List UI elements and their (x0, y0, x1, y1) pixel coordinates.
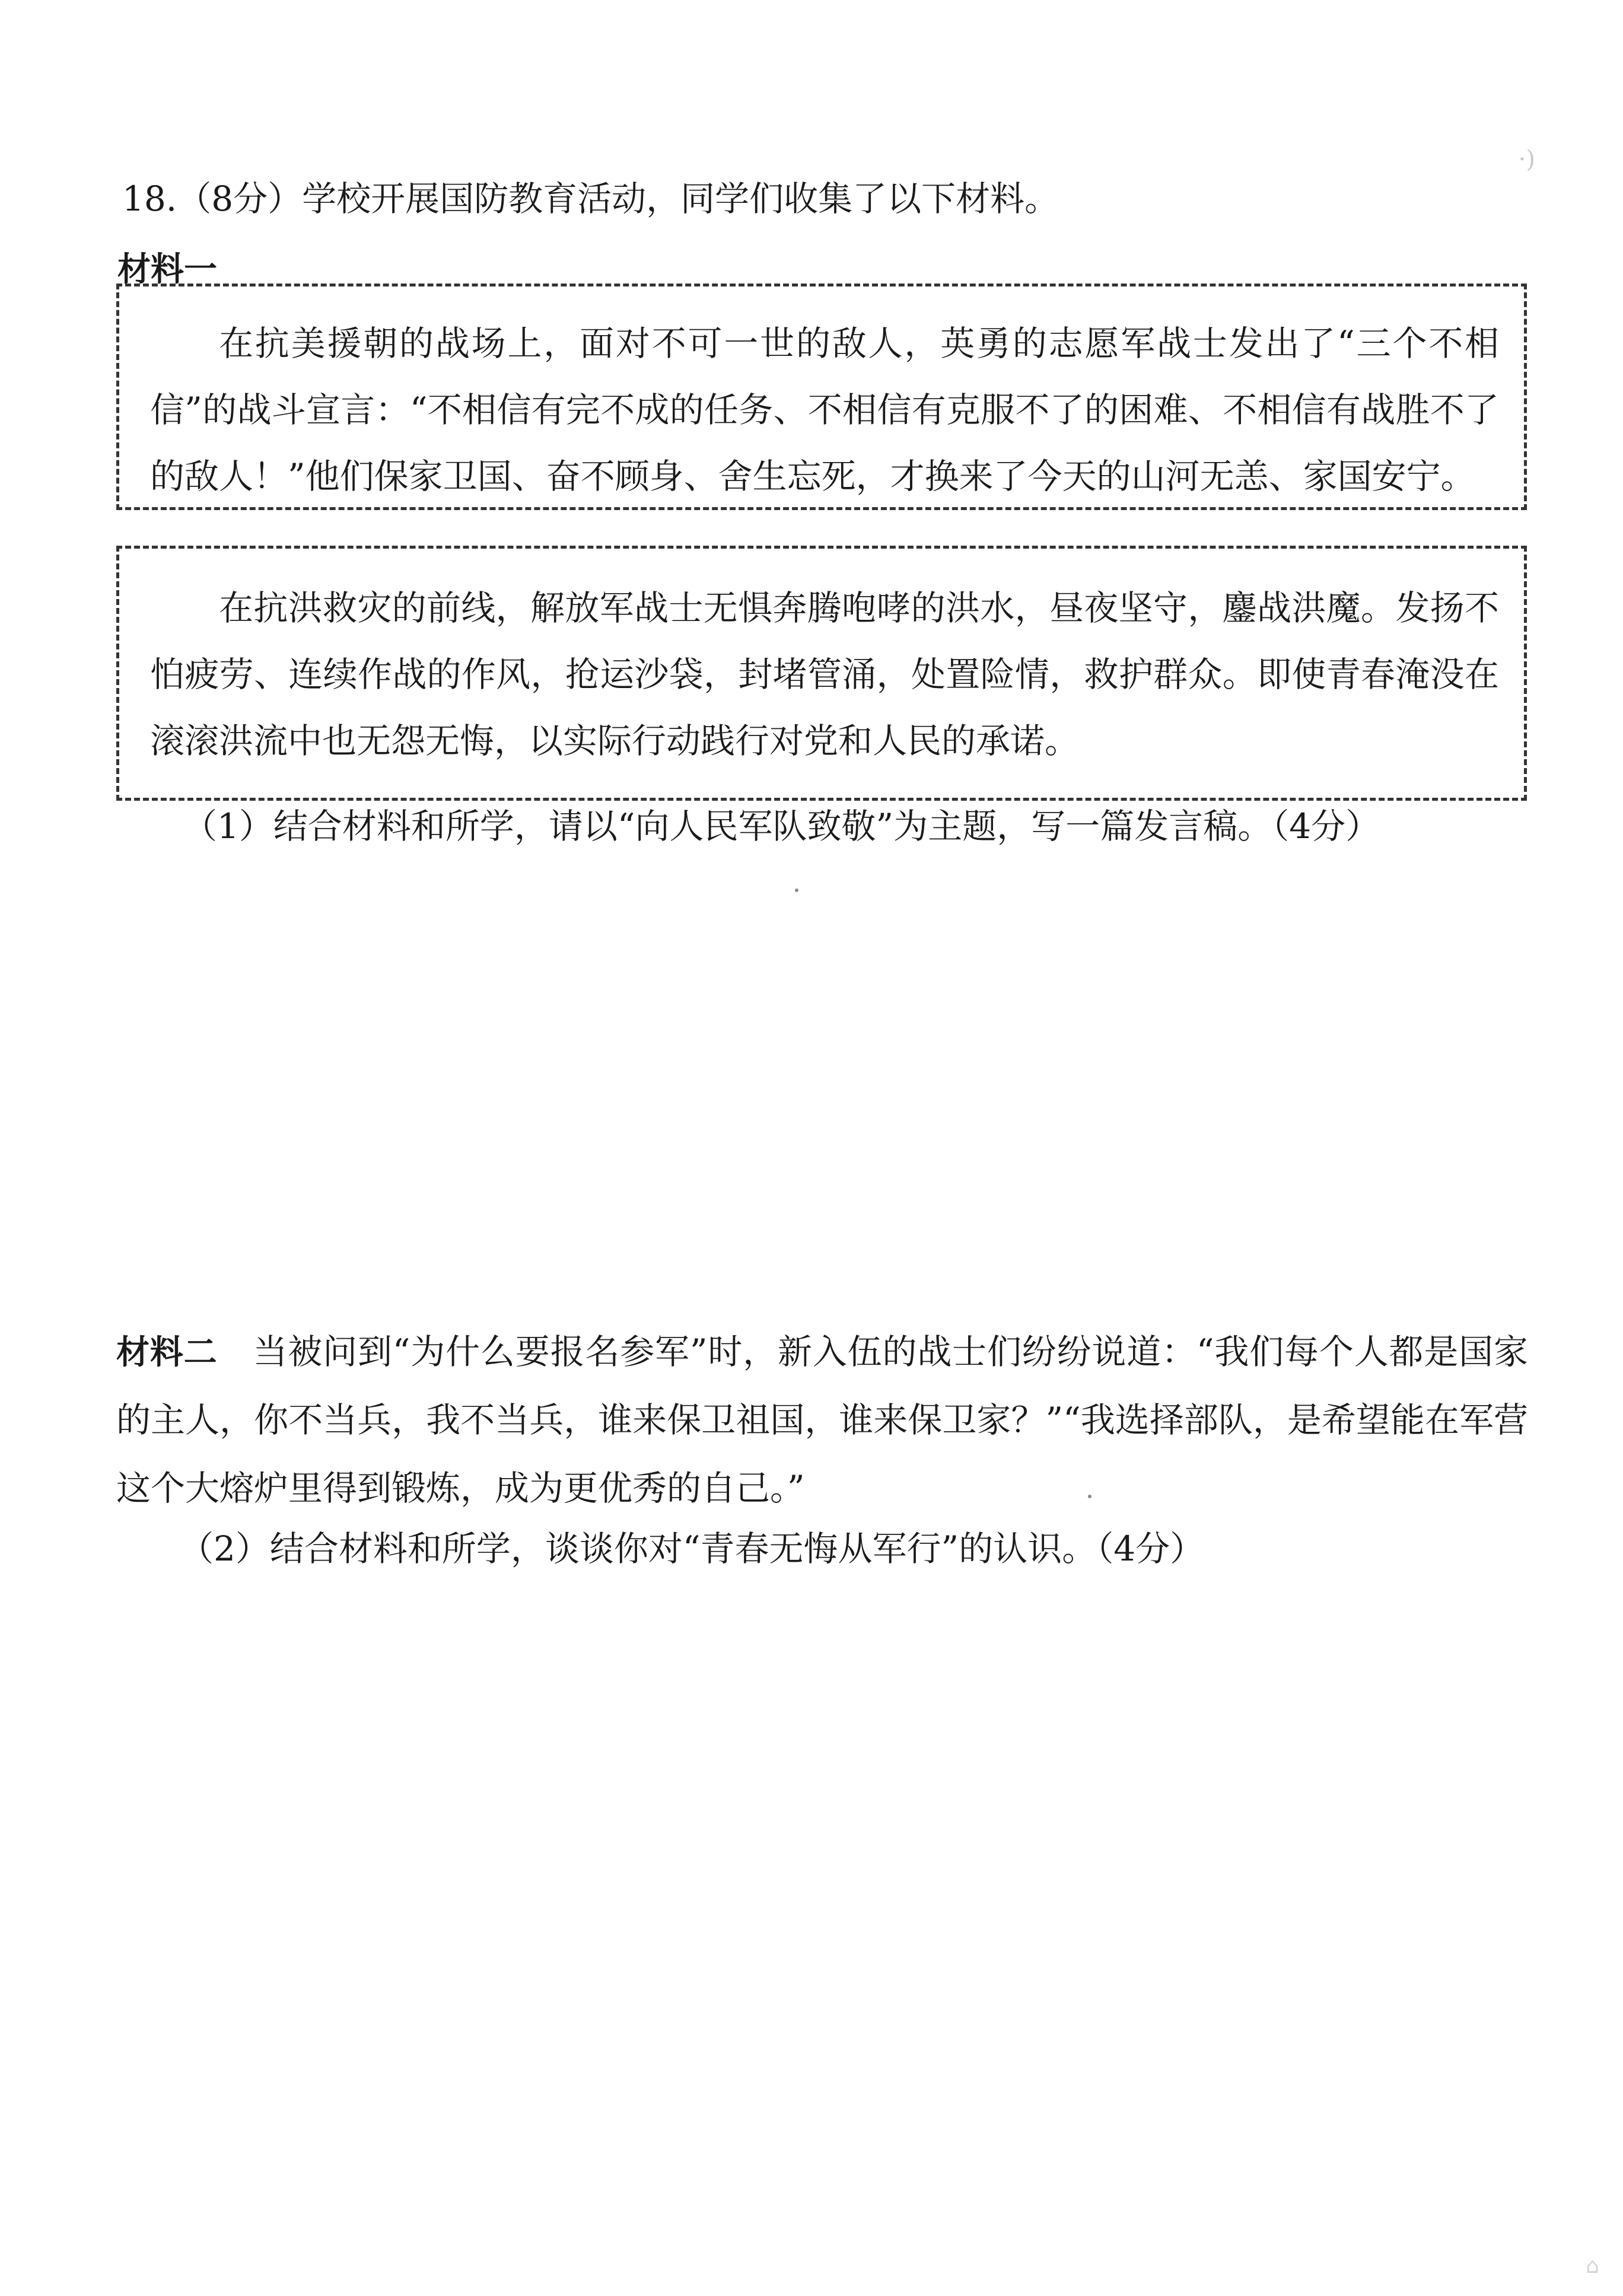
material2-label: 材料二 (116, 1333, 218, 1372)
answer-area-2 (116, 1590, 1528, 2242)
material1-box1 (116, 284, 1527, 510)
material1-box2-text: 在抗洪救灾的前线，解放军战士无惧奔腾咆哮的洪水，昼夜坚守，鏖战洪魔。发扬不怕疲劳、连续作战的作风，抢运沙袋，封堵管涌，处置险情，救护群众。即使青春淹没在滚滚洪流中也无怨无悔，以实际行动践行对党和人民的承诺。 (150, 588, 1499, 761)
material2-paragraph (116, 1318, 1528, 1523)
material1-box1-text: 在抗美援朝的战场上，面对不可一世的敌人，英勇的志愿军战士发出了“三个不相信”的战斗宣言：“不相信有完不成的任务、不相信有克服不了的困难、不相信有战胜不了的敌人！”他们保家卫国、奋不顾身、舍生忘死，才换来了今天的山河无恙、家国安宁。 (150, 323, 1499, 496)
material1-label: 材料一 (117, 250, 217, 289)
scan-speck (1088, 1495, 1091, 1498)
watermark-icon: ⌂ (1586, 2254, 1599, 2278)
subquestion1: （1）结合材料和所学，请以“向人民军队致敬”为主题，写一篇发言稿。（4分） (183, 806, 1380, 846)
answer-area-1 (116, 866, 1528, 1281)
corner-mark: ·) (1518, 146, 1535, 173)
material1-box2 (116, 546, 1527, 801)
subquestion2: （2）结合材料和所学，谈谈你对“青春无悔从军行”的认识。（4分） (179, 1528, 1205, 1569)
question-title: 18.（8分）学校开展国防教育活动，同学们收集了以下材料。 (122, 179, 1059, 219)
material2-text: 当被问到“为什么要报名参军”时，新入伍的战士们纷纷说道：“我们每个人都是国家的主人，你不当兵，我不当兵，谁来保卫祖国，谁来保卫家？”“我选择部队，是希望能在军营这个大熔炉里得到锻炼，成为更优秀的自己。” (116, 1332, 1528, 1508)
